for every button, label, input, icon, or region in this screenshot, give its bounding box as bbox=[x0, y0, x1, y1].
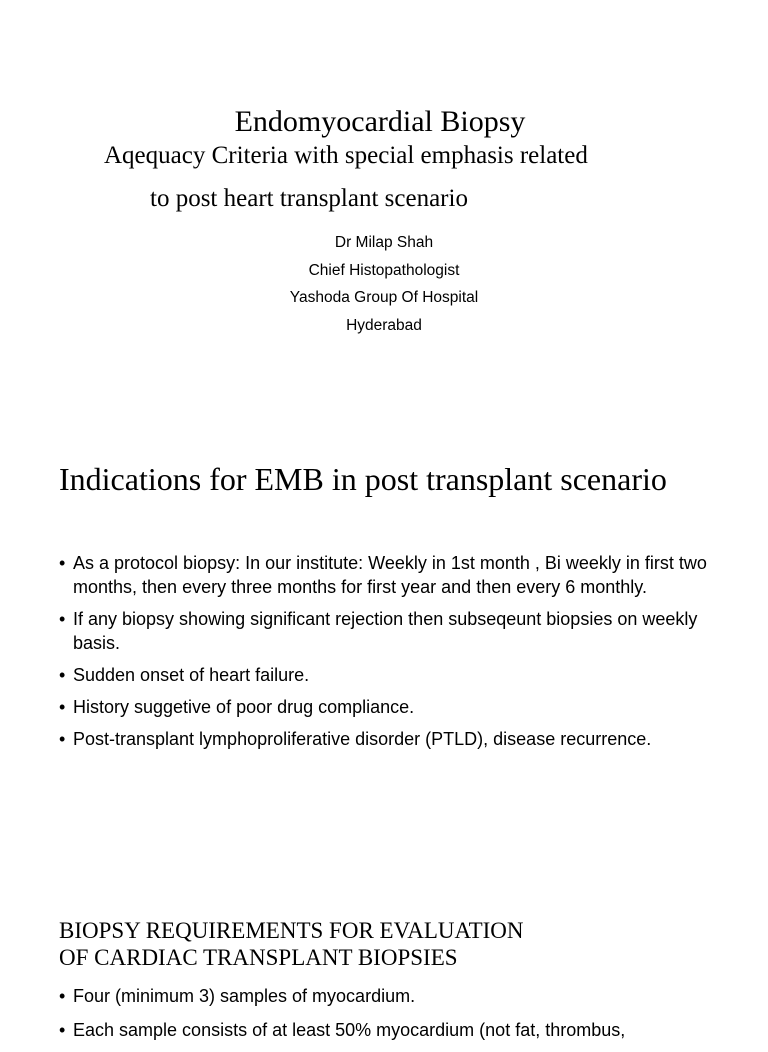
list-item-text: Each sample consists of at least 50% myocardium (not fat, thrombus, bbox=[73, 1020, 626, 1040]
slide1-subtitle-line2: to post heart transplant scenario bbox=[150, 185, 468, 212]
slide3-title bbox=[59, 917, 659, 971]
bullet-icon: • bbox=[59, 553, 66, 573]
slide1-author-block bbox=[0, 229, 768, 339]
slide2-title: Indications for EMB in post transplant scenario bbox=[59, 461, 667, 497]
slide2-bullet-list bbox=[59, 551, 719, 759]
list-item-text: Sudden onset of heart failure. bbox=[73, 665, 310, 685]
slide3-title-line2: OF CARDIAC TRANSPLANT BIOPSIES bbox=[59, 945, 458, 970]
list-item bbox=[59, 984, 759, 1008]
author-city: Hyderabad bbox=[346, 316, 422, 334]
slide3-title-line1: BIOPSY REQUIREMENTS FOR EVALUATION bbox=[59, 918, 524, 943]
slide1-title: Endomyocardial Biopsy bbox=[234, 105, 526, 138]
list-item bbox=[59, 663, 719, 687]
author-institution: Yashoda Group Of Hospital bbox=[289, 289, 479, 306]
list-item bbox=[59, 1018, 759, 1042]
list-item bbox=[59, 695, 719, 719]
author-name: Dr Milap Shah bbox=[334, 234, 434, 251]
slide3-bullet-list bbox=[59, 984, 759, 1052]
list-item-text: History suggetive of poor drug compliance. bbox=[73, 697, 415, 717]
list-item-text: Post-transplant lymphoproliferative disorder (PTLD), disease recurrence. bbox=[73, 729, 652, 749]
bullet-icon: • bbox=[59, 665, 66, 685]
list-item-text: If any biopsy showing significant rejection then subseqeunt biopsies on weekly basis. bbox=[73, 609, 698, 653]
slide1-subtitle-line1: Aqequacy Criteria with special emphasis related bbox=[104, 142, 588, 169]
author-role: Chief Histopathologist bbox=[308, 261, 460, 279]
list-item bbox=[59, 551, 719, 599]
list-item-text: As a protocol biopsy: In our institute: Weekly in 1st month , Bi weekly in first two months, then every three months for first year and then every 6 monthly. bbox=[73, 553, 707, 597]
bullet-icon: • bbox=[59, 1020, 66, 1040]
bullet-icon: • bbox=[59, 986, 66, 1006]
bullet-icon: • bbox=[59, 609, 66, 629]
bullet-icon: • bbox=[59, 729, 66, 749]
list-item-text: Four (minimum 3) samples of myocardium. bbox=[73, 986, 416, 1006]
list-item bbox=[59, 607, 719, 655]
list-item bbox=[59, 727, 719, 751]
bullet-icon: • bbox=[59, 697, 66, 717]
